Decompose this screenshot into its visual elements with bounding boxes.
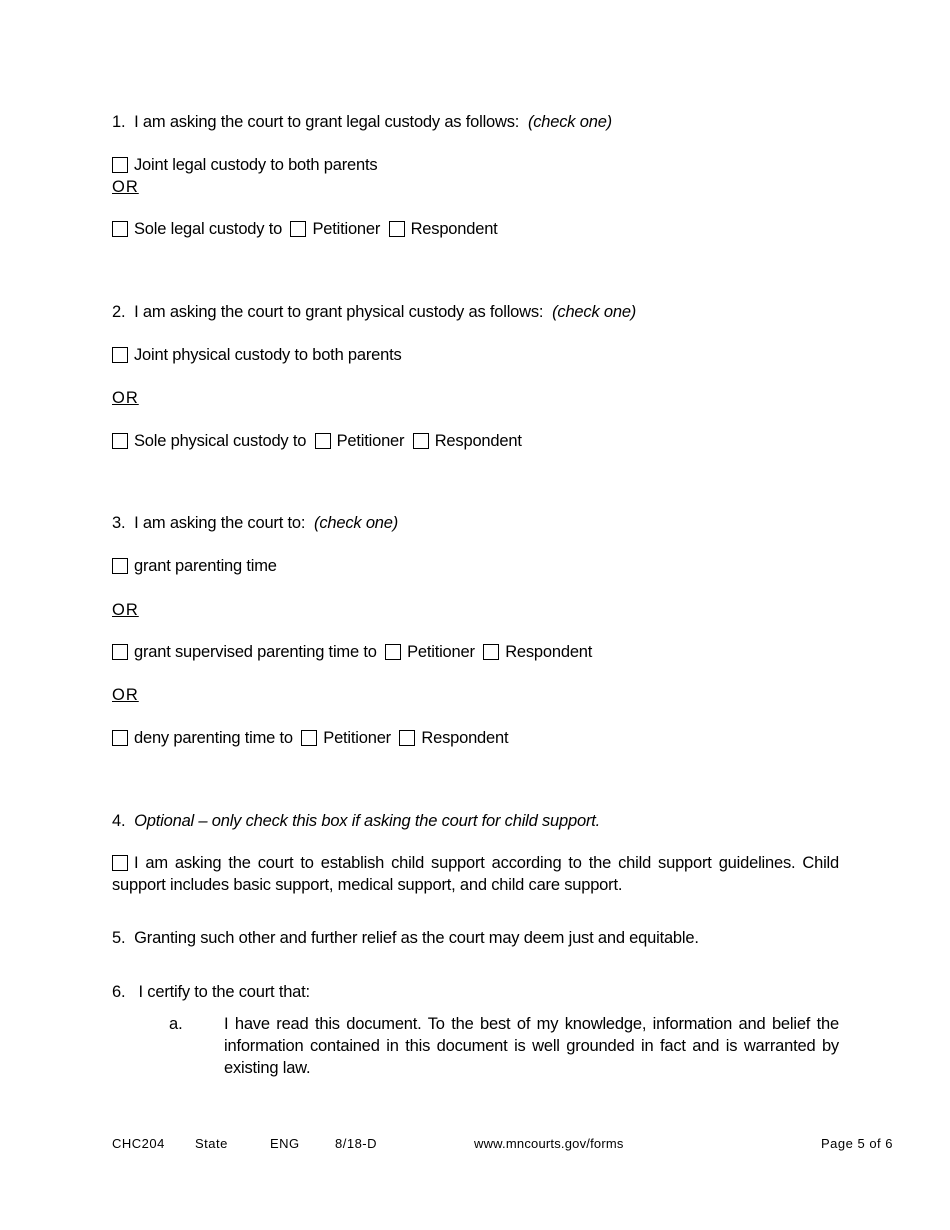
q1-hint: (check one)	[527, 113, 612, 131]
footer-revision: 8/18-D	[335, 1136, 378, 1151]
q3-supervised-option[interactable]: grant supervised parenting time to Petitioner Respondent	[112, 641, 592, 663]
q3-grant-checkbox[interactable]	[112, 558, 128, 574]
q3-deny-respondent-checkbox[interactable]	[399, 730, 415, 746]
q3-deny-checkbox[interactable]	[112, 730, 128, 746]
q2-prompt: 2. I am asking the court to grant physical custody as follows: (check one)	[112, 303, 637, 321]
footer-page-number: Page 5 of 6	[821, 1136, 893, 1151]
footer-form-id: CHC204	[112, 1136, 165, 1151]
q3-supervised-respondent-checkbox[interactable]	[483, 644, 499, 660]
q1-prompt: 1. I am asking the court to grant legal custody as follows: (check one)	[112, 113, 612, 131]
q2-petitioner-checkbox[interactable]	[315, 433, 331, 449]
footer-language: ENG	[270, 1136, 300, 1151]
q3-or-separator-2: OR	[112, 686, 139, 704]
q2-hint: (check one)	[552, 303, 637, 321]
q2-joint-option[interactable]: Joint physical custody to both parents	[112, 344, 402, 366]
q2-respondent-checkbox[interactable]	[413, 433, 429, 449]
q2-sole-option[interactable]: Sole physical custody to Petitioner Respondent	[112, 430, 522, 452]
q1-or-separator: OR	[112, 178, 139, 196]
q4-heading: 4. Optional – only check this box if asking the court for child support.	[112, 812, 601, 830]
q3-supervised-checkbox[interactable]	[112, 644, 128, 660]
q3-supervised-petitioner-checkbox[interactable]	[385, 644, 401, 660]
q3-deny-petitioner-checkbox[interactable]	[301, 730, 317, 746]
footer-level: State	[195, 1136, 228, 1151]
q6-statement: 6. I certify to the court that:	[112, 983, 310, 1001]
q2-or-separator: OR	[112, 389, 139, 407]
q3-hint: (check one)	[314, 514, 399, 532]
q1-joint-checkbox[interactable]	[112, 157, 128, 173]
q5-statement: 5. Granting such other and further relief as the court may deem just and equitable.	[112, 929, 699, 947]
q4-child-support-option[interactable]: I am asking the court to establish child support according to the child support guidelines. Child support includes basic support, medical support, and child care support.	[112, 854, 839, 894]
q3-or-separator-1: OR	[112, 601, 139, 619]
q2-sole-checkbox[interactable]	[112, 433, 128, 449]
q1-respondent-checkbox[interactable]	[389, 221, 405, 237]
q3-deny-option[interactable]: deny parenting time to Petitioner Respondent	[112, 727, 508, 749]
q1-sole-checkbox[interactable]	[112, 221, 128, 237]
q2-joint-checkbox[interactable]	[112, 347, 128, 363]
q6-sub-a-text: I have read this document. To the best of my knowledge, information and belief the information contained in this document is well grounded in fact and is warranted by existing law.	[224, 1015, 839, 1077]
q1-joint-option[interactable]: Joint legal custody to both parents	[112, 154, 377, 176]
q6-sub-a-letter: a.	[169, 1015, 183, 1033]
footer-url[interactable]: www.mncourts.gov/forms	[474, 1136, 624, 1151]
q4-child-support-checkbox[interactable]	[112, 855, 128, 871]
q1-petitioner-checkbox[interactable]	[290, 221, 306, 237]
q3-prompt: 3. I am asking the court to: (check one)	[112, 514, 399, 532]
q1-sole-option[interactable]: Sole legal custody to Petitioner Respondent	[112, 218, 498, 240]
q3-grant-option[interactable]: grant parenting time	[112, 555, 277, 577]
